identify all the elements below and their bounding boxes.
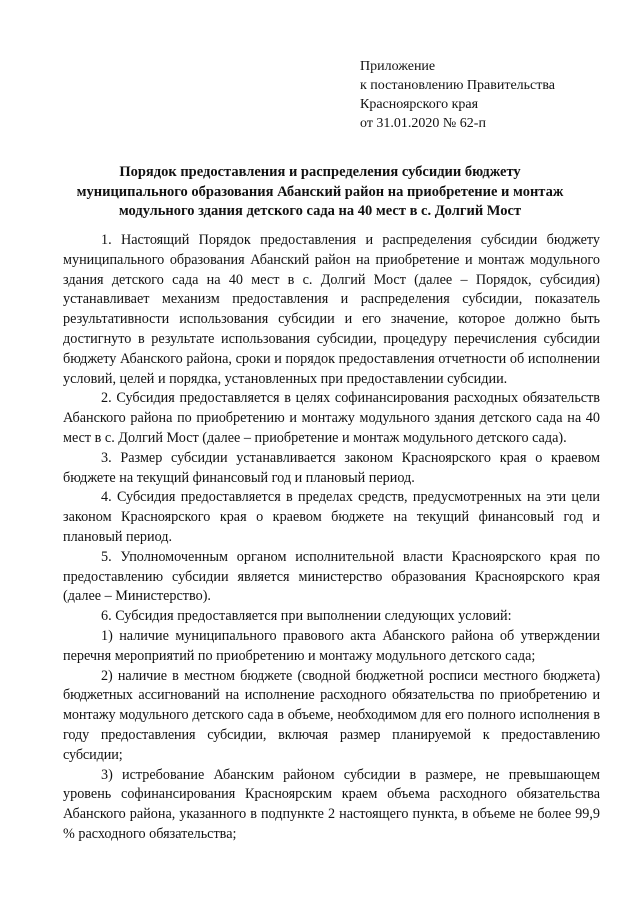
appendix-block bbox=[360, 57, 555, 133]
appendix-date-line: от 31.01.2020 № 62-п bbox=[360, 116, 486, 131]
paragraph-3: 3. Размер субсидии устанавливается законом Красноярского края о краевом бюджете на текущий финансовый год и плановый период. bbox=[63, 449, 600, 486]
title-line: муниципального образования Абанский район на приобретение и монтаж bbox=[76, 183, 564, 200]
paragraph-4: 4. Субсидия предоставляется в пределах средств, предусмотренных на эти цели законом Красноярского края о краевом бюджете на текущий финансовый год и плановый период. bbox=[63, 489, 600, 545]
appendix-line: к постановлению Правительства bbox=[360, 78, 556, 93]
paragraph-2: 2. Субсидия предоставляется в целях софинансирования расходных обязательств Абанского района по приобретению и монтажу модульного здания детского сада на 40 мест в с. Долгий Мост (далее – приобретение и монтаж модульного детского сада). bbox=[63, 390, 600, 446]
appendix-line: Приложение bbox=[360, 59, 436, 74]
appendix-line: Красноярского края bbox=[360, 97, 479, 112]
paragraph-6-2: 2) наличие в местном бюджете (сводной бюджетной росписи местного бюджета) бюджетных ассигнований на исполнение расходного обязательства по приобретению и монтажу модульного детского сада в объеме, необходимом для его полного исполнения в году предоставления субсидии, включая размер планируемой к предоставлению субсидии; bbox=[63, 667, 600, 763]
title-line: модульного здания детского сада на 40 мест в с. Долгий Мост bbox=[118, 203, 522, 219]
paragraph-1: 1. Настоящий Порядок предоставления и распределения субсидии бюджету муниципального образования Абанский район на приобретение и монтаж модульного здания детского сада на 40 мест в с. Долгий Мост (далее – Порядок, субсидия) устанавливает механизм предоставления и распределения субсидии, показатель результативности использования субсидии и его значение, которое должно быть достигнуто в результате использования субсидии, процедуру перечисления субсидии бюджету Абанского района, сроки и порядок предоставления отчетности об исполнении условий, целей и порядка, установленных при предоставлении субсидии. bbox=[63, 232, 600, 387]
document-title bbox=[55, 163, 585, 222]
document-body bbox=[63, 231, 600, 845]
paragraph-6: 6. Субсидия предоставляется при выполнении следующих условий: bbox=[101, 608, 512, 625]
title-line: Порядок предоставления и распределения субсидии бюджету bbox=[119, 164, 521, 180]
paragraph-5: 5. Уполномоченным органом исполнительной власти Красноярского края по предоставлению субсидии является министерство образования Красноярского края (далее – Министерство). bbox=[63, 548, 600, 605]
paragraph-6-1: 1) наличие муниципального правового акта Абанского района об утверждении перечня мероприятий по приобретению и монтажу модульного детского сада; bbox=[63, 627, 600, 664]
paragraph-6-3: 3) истребование Абанским районом субсидии в размере, не превышающем уровень софинансирования Красноярским краем объема расходного обязательства Абанского района, указанного в подпункте 2 настоящего пункта, в объеме не более 99,9 % расходного обязательства; bbox=[63, 766, 600, 842]
